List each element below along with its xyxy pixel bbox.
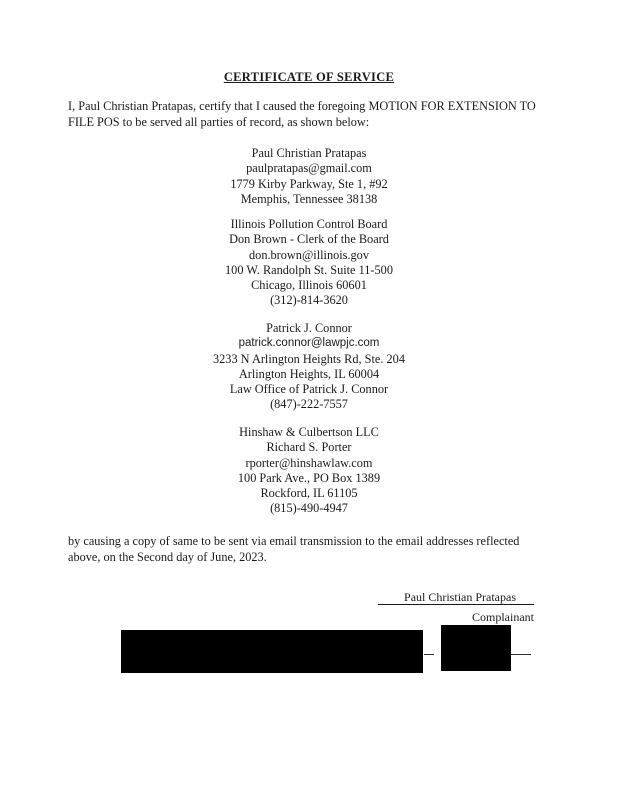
recipient-city: Rockford, IL 61105 [260,486,358,501]
closing-paragraph [68,534,548,565]
recipient-address: 100 Park Ave., PO Box 1389 [237,470,381,485]
recipient-block-connor [0,321,618,413]
signature-block [378,590,534,624]
recipient-block-hinshaw [0,425,618,517]
recipient-block-pollution-board [0,217,618,309]
recipient-address: 100 W. Randolph St. Suite 11-500 [225,262,393,277]
recipient-name: Patrick J. Connor [266,321,352,335]
recipient-firm: Law Office of Patrick J. Connor [229,382,389,397]
signature-role: Complainant [472,610,534,624]
recipient-email: patrick.connor@lawpjc.com [238,337,380,350]
redaction-box [121,630,423,673]
recipient-name: Richard S. Porter [266,440,352,455]
signature-line-segment [511,654,531,655]
signature-line-segment [424,654,434,655]
recipient-block-pratapas [0,146,618,207]
recipient-contact: Don Brown - Clerk of the Board [229,232,389,247]
recipient-phone: (312)-814-3620 [270,293,348,308]
recipient-address: 1779 Kirby Parkway, Ste 1, #92 [230,176,388,191]
recipient-name: Illinois Pollution Control Board [230,217,388,231]
intro-line: I, Paul Christian Pratapas, certify that I caused the foregoing MOTION FOR EXTENSION TO [68,99,536,113]
closing-line: by causing a copy of same to be sent via email transmission to the email addresses reflected [68,534,520,548]
redaction-box [441,625,511,671]
intro-line: FILE POS to be served all parties of record, as shown below: [68,114,370,129]
recipient-name: Paul Christian Pratapas [251,146,367,160]
recipient-city: Memphis, Tennessee 38138 [240,191,378,206]
recipient-email: rporter@hinshawlaw.com [245,455,373,470]
intro-paragraph [68,99,548,130]
closing-line: above, on the Second day of June, 2023. [68,549,267,564]
recipient-city: Arlington Heights, IL 60004 [238,366,380,381]
document-title: CERTIFICATE OF SERVICE [223,70,395,84]
signature-name: Paul Christian Pratapas [378,590,534,605]
recipient-firm: Hinshaw & Culbertson LLC [239,425,379,439]
recipient-phone: (847)-222-7557 [270,397,348,412]
recipient-email: don.brown@illinois.gov [249,247,369,262]
recipient-address: 3233 N Arlington Heights Rd, Ste. 204 [213,351,405,366]
recipient-email: paulpratapas@gmail.com [246,161,372,176]
recipient-city: Chicago, Illinois 60601 [251,278,367,293]
recipient-phone: (815)-490-4947 [270,501,348,516]
